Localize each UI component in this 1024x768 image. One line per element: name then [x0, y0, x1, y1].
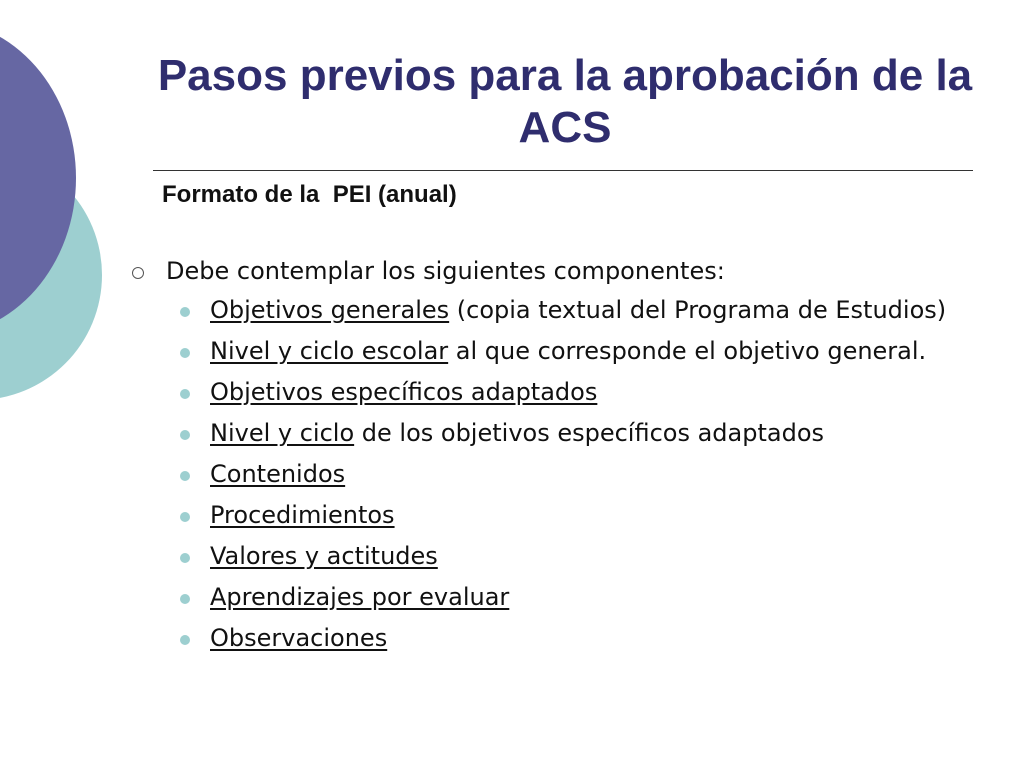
title-divider	[153, 170, 973, 171]
item-underlined-text: Contenidos	[210, 460, 346, 488]
bullet-dot-icon	[180, 307, 190, 317]
list-item	[128, 458, 968, 491]
bullet-dot-icon	[180, 348, 190, 358]
item-underlined-text: Nivel y ciclo	[210, 419, 355, 447]
list-item	[128, 294, 968, 327]
bullet-dot-icon	[180, 430, 190, 440]
bullet-dot-icon	[180, 553, 190, 563]
list-item	[128, 335, 968, 368]
list-item	[128, 499, 968, 532]
intro-bullet	[128, 254, 968, 288]
item-text: de los objetivos específicos adaptados	[354, 419, 825, 447]
item-underlined-text: Nivel y ciclo escolar	[210, 337, 449, 365]
slide-subtitle: Formato de la PEI (anual)	[162, 181, 457, 208]
item-underlined-text: Procedimientos	[210, 501, 395, 529]
list-item	[128, 622, 968, 655]
list-item	[128, 376, 968, 409]
list-item	[128, 417, 968, 450]
item-underlined-text: Aprendizajes por evaluar	[210, 583, 510, 611]
bullet-dot-icon	[180, 389, 190, 399]
slide-title: Pasos previos para la aprobación de la ACS	[157, 51, 973, 152]
list-item	[128, 581, 968, 614]
bullet-dot-icon	[180, 512, 190, 522]
bullet-dot-icon	[180, 635, 190, 645]
item-underlined-text: Objetivos generales	[210, 296, 450, 324]
item-text: al que corresponde el objetivo general.	[448, 337, 927, 365]
list-item	[128, 540, 968, 573]
intro-text: Debe contemplar los siguientes componentes:	[166, 257, 725, 285]
bullet-dot-icon	[180, 471, 190, 481]
component-list	[128, 294, 968, 655]
bullet-dot-icon	[180, 594, 190, 604]
item-underlined-text: Valores y actitudes	[210, 542, 438, 570]
slide-content	[128, 254, 968, 663]
hollow-circle-bullet-icon	[132, 267, 144, 279]
item-text: (copia textual del Programa de Estudios)	[449, 296, 947, 324]
item-underlined-text: Objetivos específicos adaptados	[210, 378, 598, 406]
item-underlined-text: Observaciones	[210, 624, 388, 652]
